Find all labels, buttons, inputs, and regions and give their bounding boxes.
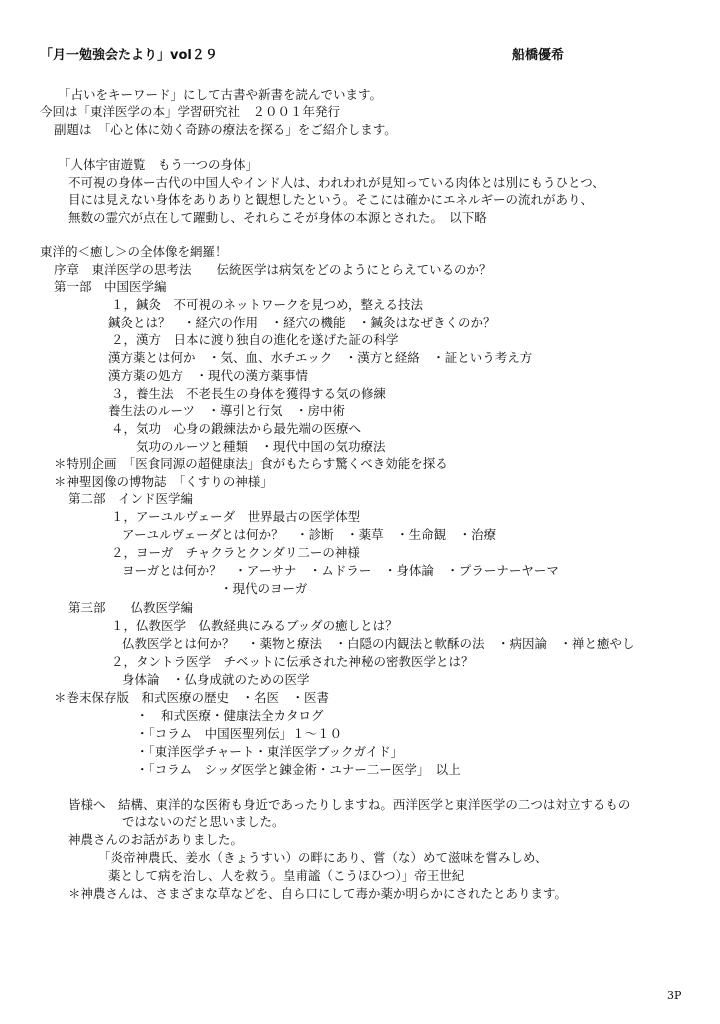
toc-line: 仏教医学とは何か？ ・薬物と療法 ・白隠の内観法と軟酥の法 ・病因論 ・禅と癒やし: [122, 636, 635, 651]
closing-line: ではないのだと思いました。: [122, 814, 285, 829]
newsletter-title: 「月一勉強会たより」vol２９: [40, 48, 218, 63]
toc-line: ＊巻末保存版 和式医療の歴史 ・名医 ・医書: [54, 690, 330, 705]
closing-line: 皆様へ 結構、東洋的な医術も身近であったりしますね。西洋医学と東洋医学の二つは対立するもの: [68, 797, 631, 812]
toc-part: 第一部 中国医学編: [54, 279, 167, 294]
toc-line: 序章 東洋医学の思考法 伝統医学は病気をどのようにとらえているのか？: [54, 262, 492, 277]
toc-line: ・「コラム シッダ医学と錬金術・ユナー二ー医学」 以上: [136, 762, 461, 777]
quote-title: 「人体宇宙遊覧 もう一つの身体」: [58, 157, 259, 172]
toc-line: １，仏教医学 仏教経典にみるブッダの癒しとは？: [111, 618, 398, 633]
toc-line: 漢方薬の処方 ・現代の漢方薬事情: [108, 368, 309, 383]
toc-line: １，アーユルヴェーダ 世界最古の医学体型: [111, 509, 361, 524]
toc-line: ４，気功 心身の鍛練法から最先端の医療へ: [111, 421, 362, 436]
closing-line: ＊神農さんは、さまざまな草などを、自ら口にして毒か薬か明らかにされたとあります。: [68, 886, 568, 901]
closing-line: 神農さんのお話がありました。: [68, 832, 244, 847]
toc-line: ・「東洋医学チャート・東洋医学ブックガイド」: [136, 744, 404, 759]
toc-line: 身体論 ・仏身成就のための医学: [122, 672, 310, 687]
page-number: 3P: [667, 989, 682, 1002]
toc-line: ＊神聖図像の博物誌 「くすりの神様」: [54, 474, 273, 489]
toc-line: １，鍼灸 不可視のネットワークを見つめ，整える技法: [111, 297, 424, 312]
toc-line: 鍼灸とは？ ・経穴の作用 ・経穴の機能 ・鍼灸はなぜきくのか？: [108, 315, 496, 330]
toc-heading: 東洋的＜癒し＞の全体像を網羅！: [40, 244, 228, 259]
toc-line: ・ 和式医療・健康法全カタログ: [136, 708, 324, 723]
toc-line: ２，ヨーガ チャクラとクンダリ二ーの神様: [111, 545, 360, 560]
toc-line: ＊特別企画 「医食同源の超健康法」食がもたらす驚くべき効能を探る: [54, 456, 448, 471]
intro-line: 「占いをキーワード」にして古書や新書を読んでいます。: [58, 87, 383, 102]
quote-line: 無数の霊穴が点在して躍動し、それらこそが身体の本源とされた。 以下略: [68, 210, 487, 225]
quote-line: 不可視の身体ー古代の中国人やインド人は、われわれが見知っている肉体とは別にもうひとつ、: [68, 175, 605, 190]
intro-line: 今回は「東洋医学の本」学習研究社 ２００１年発行: [40, 104, 341, 119]
toc-line: 養生法のルーツ ・導引と行気 ・房中術: [108, 403, 346, 418]
toc-part: 第三部 仏教医学編: [68, 600, 194, 615]
toc-line: ・「コラム 中国医聖列伝」１～１０: [136, 726, 343, 741]
toc-line: アーユルヴェーダとは何か？ ・診断 ・薬草 ・生命観 ・治療: [122, 527, 497, 542]
toc-line: ・現代のヨーガ: [220, 581, 308, 596]
toc-line: 漢方薬とは何か ・気、血、水チエック ・漢方と経絡 ・証という考え方: [108, 350, 533, 365]
intro-line: 副題は 「心と体に効く奇跡の療法を探る」をご紹介します。: [54, 122, 397, 137]
toc-part: 第二部 インド医学編: [68, 491, 194, 506]
toc-line: ３，養生法 不老長生の身体を獲得する気の修練: [111, 386, 387, 401]
quote-line: 薬として病を治し、人を救う。皇甫謐（こうほひつ）」帝王世紀: [108, 868, 465, 883]
toc-line: ヨーガとは何か？ ・アーサナ ・ムドラー ・身体論 ・プラーナーヤーマ: [122, 563, 559, 578]
toc-line: ２，漢方 日本に渡り独自の進化を遂げた証の科学: [111, 332, 399, 347]
toc-line: ２，タントラ医学 チベットに伝承された神秘の密教医学とは？: [111, 654, 474, 669]
quote-line: 「炎帝神農氏、姜水（きょうすい）の畔にあり、嘗（な）めて滋味を嘗みしめ、: [98, 850, 548, 865]
toc-line: 気功のルーツと種類 ・現代中国の気功療法: [136, 439, 386, 454]
author-name: 船橋優希: [512, 48, 565, 63]
quote-line: 目には見えない身体をありありと観想したという。そこには確かにエネルギーの流れがあり、: [68, 192, 594, 207]
